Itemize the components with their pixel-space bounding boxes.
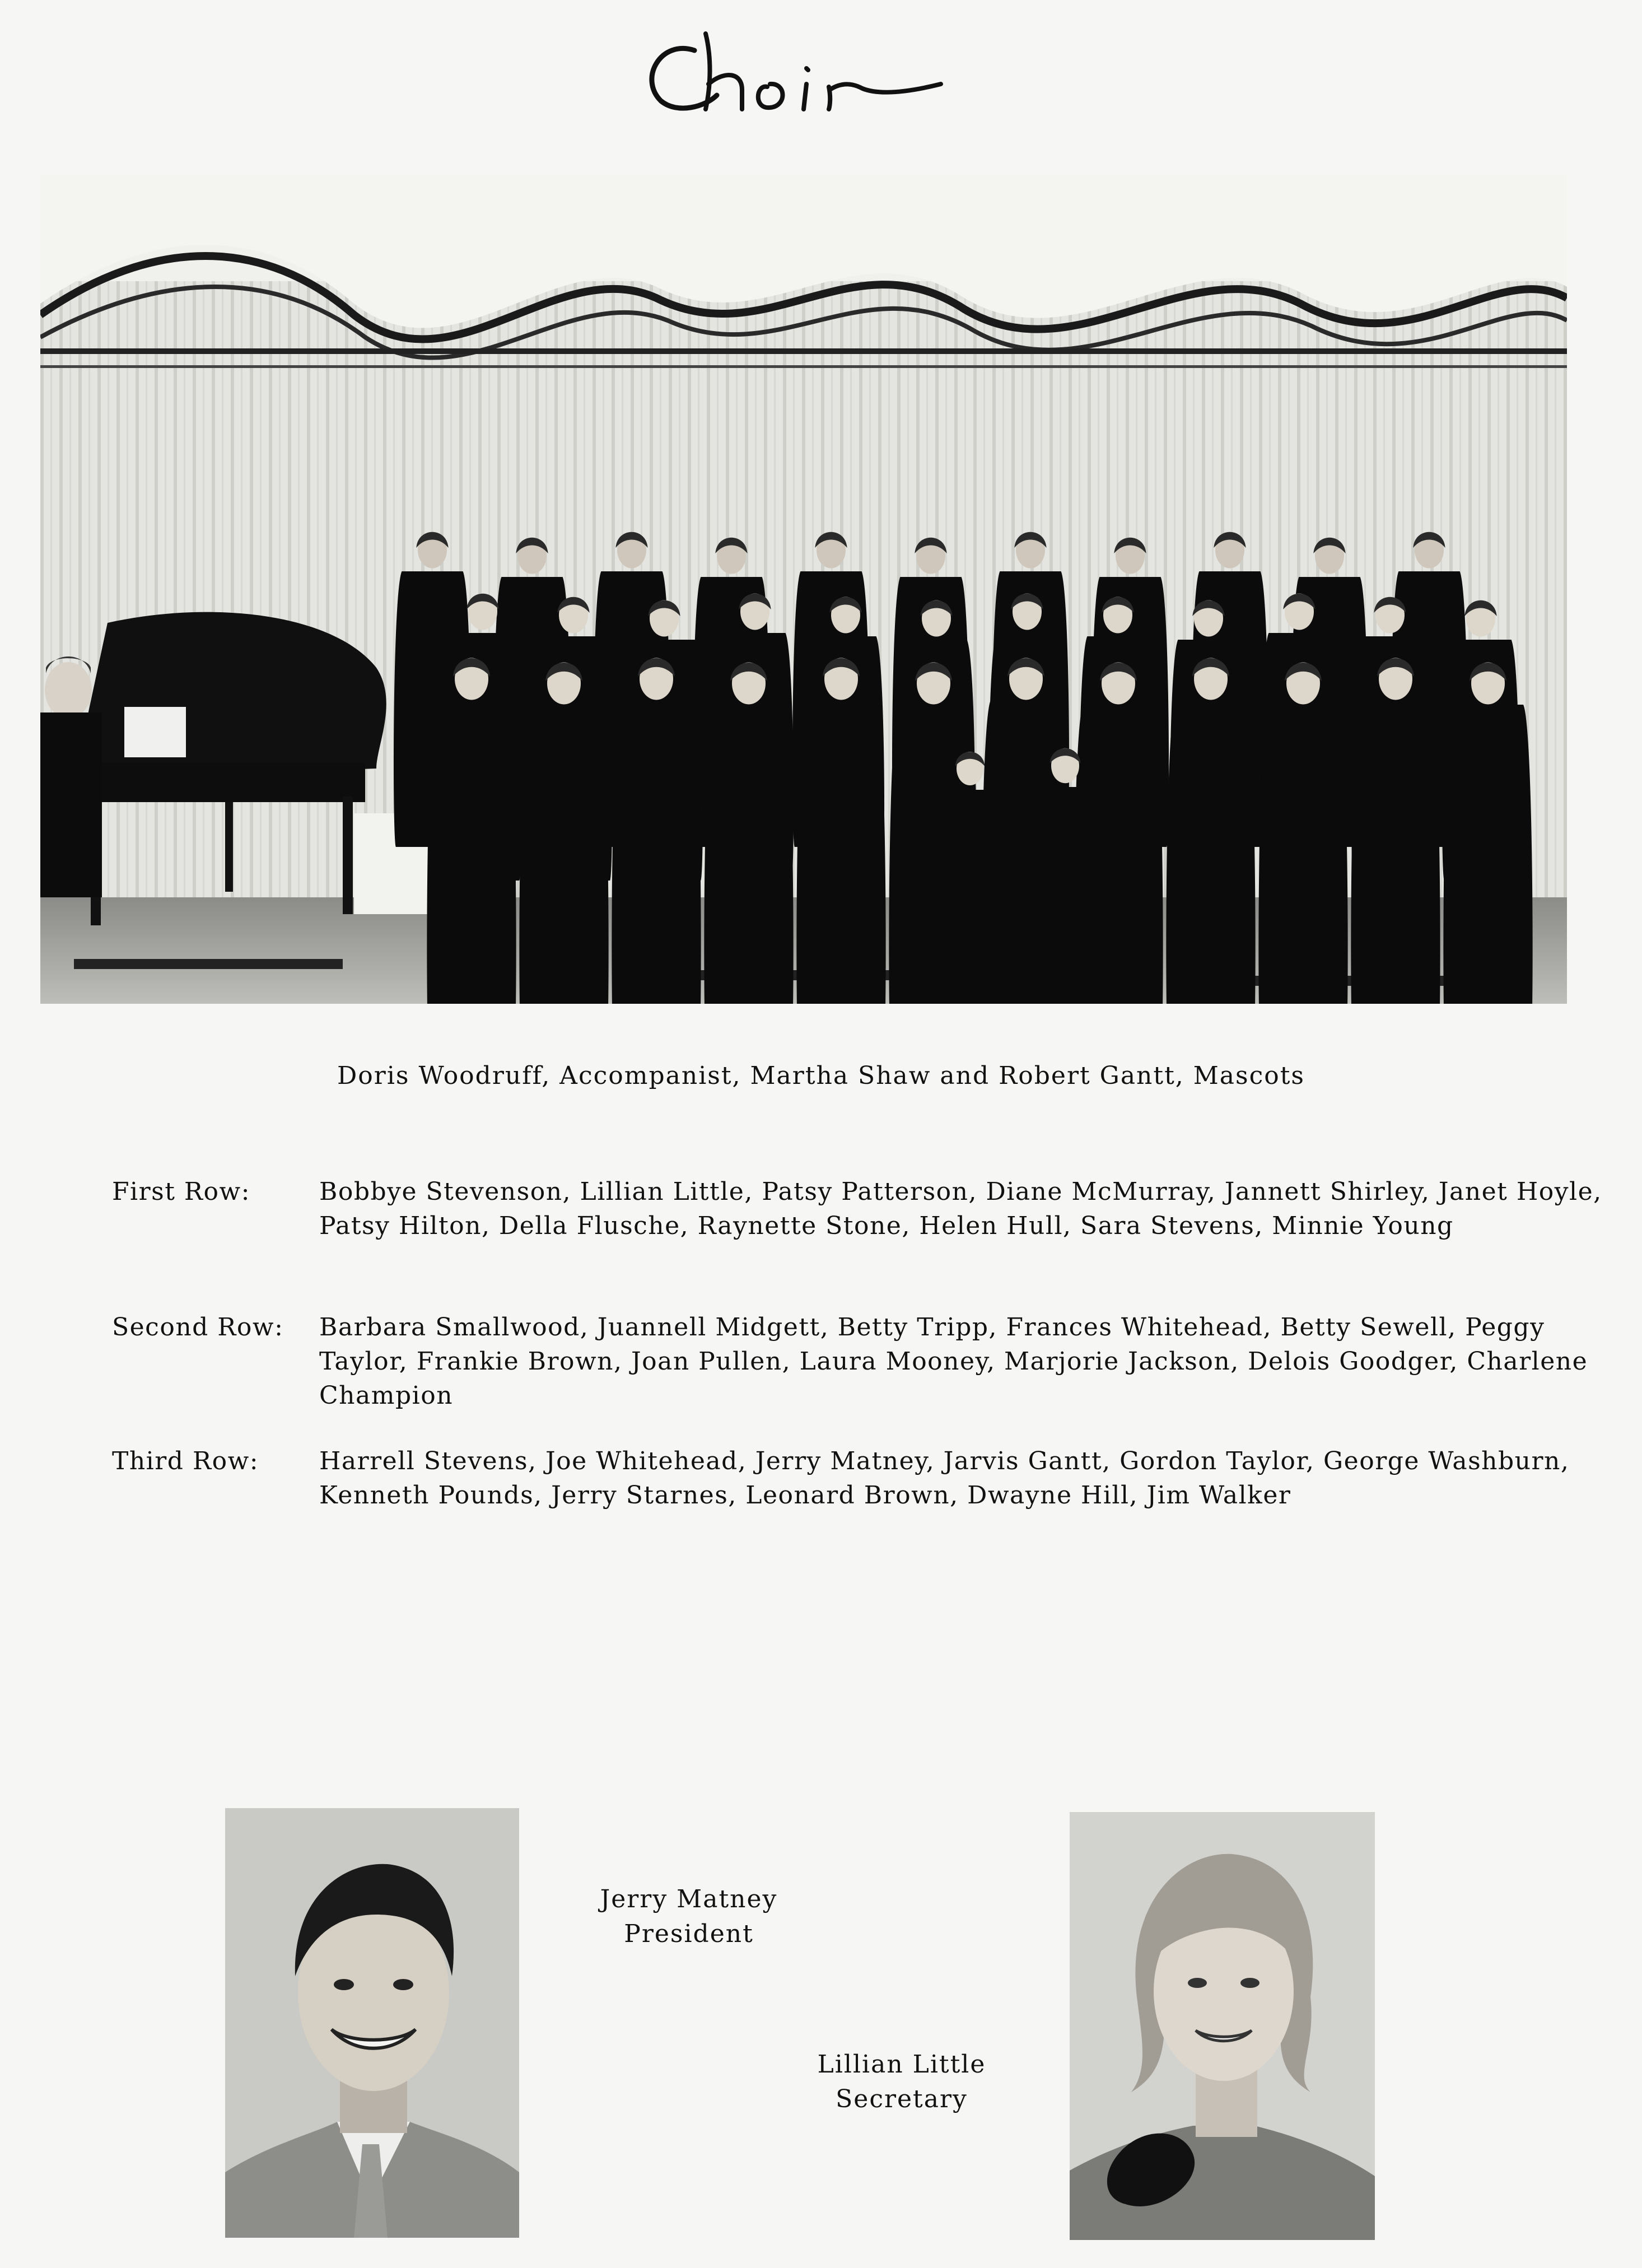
row-label: Third Row:: [112, 1447, 259, 1475]
row-names: Bobbye Stevenson, Lillian Little, Patsy Patterson, Diane McMurray, Jannett Shirley, Janet Hoyle, Patsy Hilton, Della Flusche, Raynette Stone, Helen Hull, Sara Stevens, Minnie Young: [319, 1177, 1602, 1240]
singer-figure: [1258, 663, 1347, 1004]
officer-name: Lillian Little: [817, 2050, 986, 2079]
singer-figure: [427, 658, 516, 1004]
row-label: Second Row:: [112, 1313, 284, 1342]
president-caption: [560, 1882, 818, 1952]
choir-group-photo: [40, 175, 1567, 1004]
singer-figure: [796, 658, 885, 1004]
singer-figure: [612, 658, 701, 1004]
secretary-caption: [773, 2047, 1030, 2117]
singer-figure: [1166, 658, 1255, 1004]
handwritten-title: [627, 17, 1019, 129]
officer-name: Jerry Matney: [600, 1885, 778, 1913]
singer-figure: [1351, 658, 1440, 1004]
singer-figure: [704, 663, 793, 1004]
singer-figure: [1443, 663, 1532, 1004]
officer-role: Secretary: [836, 2085, 968, 2113]
photo-caption: Doris Woodruff, Accompanist, Martha Shaw and Robert Gantt, Mascots: [337, 1061, 1305, 1090]
page-title-script: [627, 17, 1019, 129]
president-portrait: [225, 1808, 519, 2238]
row-label: First Row:: [112, 1177, 250, 1206]
row-names: Barbara Smallwood, Juannell Midgett, Betty Tripp, Frances Whitehead, Betty Sewell, Peggy Taylor, Frankie Brown, Joan Pullen, Laura Mooney, Marjorie Jackson, Delois Goodger, Charlene Champion: [319, 1313, 1588, 1410]
row-names: Harrell Stevens, Joe Whitehead, Jerry Matney, Jarvis Gantt, Gordon Taylor, George Washburn, Kenneth Pounds, Jerry Starnes, Leonard Brown, Dwayne Hill, Jim Walker: [319, 1447, 1570, 1510]
secretary-portrait: [1070, 1812, 1375, 2240]
officer-role: President: [624, 1920, 754, 1948]
singer-figure: [519, 663, 608, 1004]
